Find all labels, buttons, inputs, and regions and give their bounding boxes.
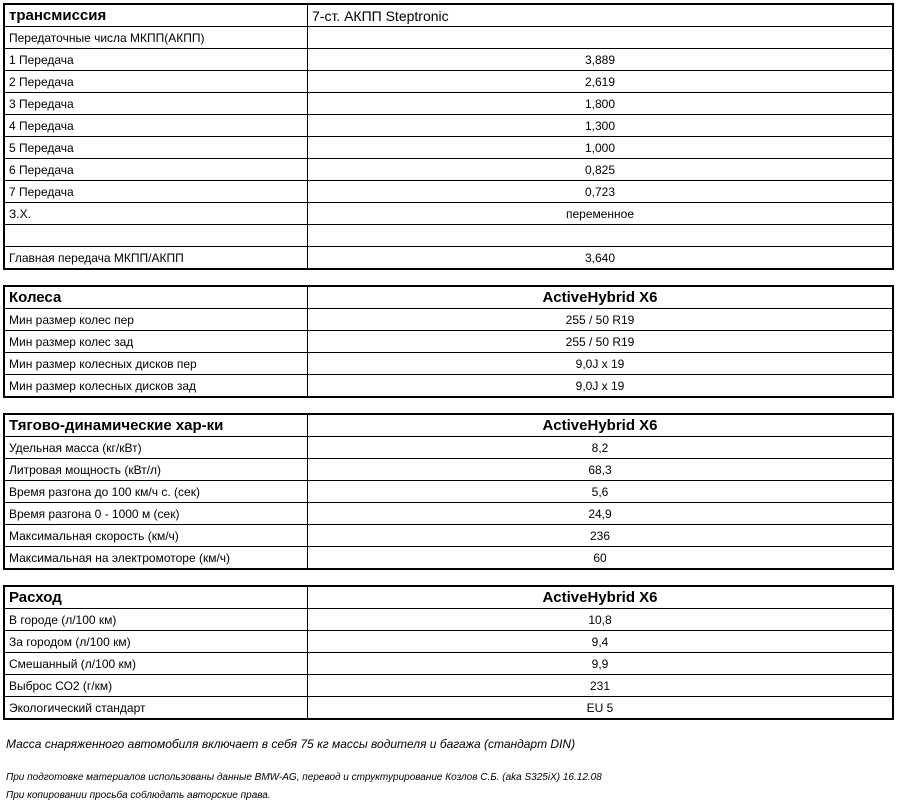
gear-label: 4 Передача [4, 115, 308, 137]
row-label: Удельная масса (кг/кВт) [4, 437, 308, 459]
row-label: Время разгона 0 - 1000 м (сек) [4, 503, 308, 525]
ratios-value [308, 27, 894, 49]
row-value: 9,4 [308, 631, 894, 653]
gear-value: 0,723 [308, 181, 894, 203]
table-row [4, 547, 893, 570]
row-value: 10,8 [308, 609, 894, 631]
gear-label: 7 Передача [4, 181, 308, 203]
transmission-title: трансмиссия [4, 4, 308, 27]
table-row-empty [4, 225, 893, 247]
row-value: EU 5 [308, 697, 894, 720]
table-header-row [4, 4, 893, 27]
table-row [4, 503, 893, 525]
table-header-row [4, 286, 893, 309]
row-label: Мин размер колесных дисков зад [4, 375, 308, 398]
gear-label: 2 Передача [4, 71, 308, 93]
transmission-table [3, 3, 894, 270]
table-header-row [4, 586, 893, 609]
row-label: Литровая мощность (кВт/л) [4, 459, 308, 481]
row-label: Время разгона до 100 км/ч с. (сек) [4, 481, 308, 503]
consumption-title: Расход [4, 586, 308, 609]
row-value: 24,9 [308, 503, 894, 525]
row-value: 9,0J x 19 [308, 375, 894, 398]
row-label: За городом (л/100 км) [4, 631, 308, 653]
row-label: Максимальная на электромоторе (км/ч) [4, 547, 308, 570]
mass-note: Масса снаряженного автомобиля включает в себя 75 кг массы водителя и багажа (стандарт DIN) [6, 737, 576, 751]
row-value: 255 / 50 R19 [308, 309, 894, 331]
final-drive-value: 3,640 [308, 247, 894, 270]
gear-value: 2,619 [308, 71, 894, 93]
ratios-label: Передаточные числа МКПП(АКПП) [4, 27, 308, 49]
table-row [4, 353, 893, 375]
table-row [4, 459, 893, 481]
row-label: Выброс СО2 (г/км) [4, 675, 308, 697]
row-label: Мин размер колес зад [4, 331, 308, 353]
gear-label: 6 Передача [4, 159, 308, 181]
gear-value: 1,300 [308, 115, 894, 137]
table-row [4, 631, 893, 653]
table-row [4, 697, 893, 720]
table-row [4, 27, 893, 49]
row-label: Смешанный (л/100 км) [4, 653, 308, 675]
row-label: В городе (л/100 км) [4, 609, 308, 631]
table-row [4, 203, 893, 225]
gear-label: 3 Передача [4, 93, 308, 115]
row-label: Экологический стандарт [4, 697, 308, 720]
table-row [4, 71, 893, 93]
gear-label: З.Х. [4, 203, 308, 225]
table-row [4, 653, 893, 675]
row-value: 255 / 50 R19 [308, 331, 894, 353]
table-row [4, 93, 893, 115]
row-value: 60 [308, 547, 894, 570]
table-row [4, 159, 893, 181]
gear-value: 1,800 [308, 93, 894, 115]
table-row [4, 481, 893, 503]
wheels-model: ActiveHybrid X6 [308, 286, 894, 309]
gear-label: 5 Передача [4, 137, 308, 159]
transmission-type: 7-ст. АКПП Steptronic [308, 4, 894, 27]
table-row [4, 437, 893, 459]
gear-value: 1,000 [308, 137, 894, 159]
table-row [4, 525, 893, 547]
table-row [4, 115, 893, 137]
table-row [4, 375, 893, 398]
table-row [4, 331, 893, 353]
final-drive-label: Главная передача МКПП/АКПП [4, 247, 308, 270]
row-value: 236 [308, 525, 894, 547]
table-row [4, 609, 893, 631]
row-value: 231 [308, 675, 894, 697]
table-row [4, 309, 893, 331]
table-row [4, 675, 893, 697]
row-value: 8,2 [308, 437, 894, 459]
table-header-row [4, 414, 893, 437]
gear-value: переменное [308, 203, 894, 225]
copyright-note: При копировании просьба соблюдать авторские права. [6, 790, 271, 801]
row-value: 5,6 [308, 481, 894, 503]
source-note: При подготовке материалов использованы данные BMW-AG, перевод и структурирование Козлов С.Б. (aka S325iX) 16.12.08 [6, 772, 602, 783]
table-row [4, 137, 893, 159]
wheels-table [3, 285, 894, 398]
empty-cell [308, 225, 894, 247]
dynamics-model: ActiveHybrid X6 [308, 414, 894, 437]
row-value: 9,0J x 19 [308, 353, 894, 375]
row-label: Мин размер колесных дисков пер [4, 353, 308, 375]
dynamics-title: Тягово-динамические хар-ки [4, 414, 308, 437]
gear-value: 0,825 [308, 159, 894, 181]
dynamics-table [3, 413, 894, 570]
row-label: Максимальная скорость (км/ч) [4, 525, 308, 547]
row-value: 68,3 [308, 459, 894, 481]
gear-label: 1 Передача [4, 49, 308, 71]
empty-cell [4, 225, 308, 247]
row-label: Мин размер колес пер [4, 309, 308, 331]
gear-value: 3,889 [308, 49, 894, 71]
table-row [4, 49, 893, 71]
wheels-title: Колеса [4, 286, 308, 309]
row-value: 9,9 [308, 653, 894, 675]
consumption-model: ActiveHybrid X6 [308, 586, 894, 609]
table-row [4, 247, 893, 270]
consumption-table [3, 585, 894, 720]
table-row [4, 181, 893, 203]
